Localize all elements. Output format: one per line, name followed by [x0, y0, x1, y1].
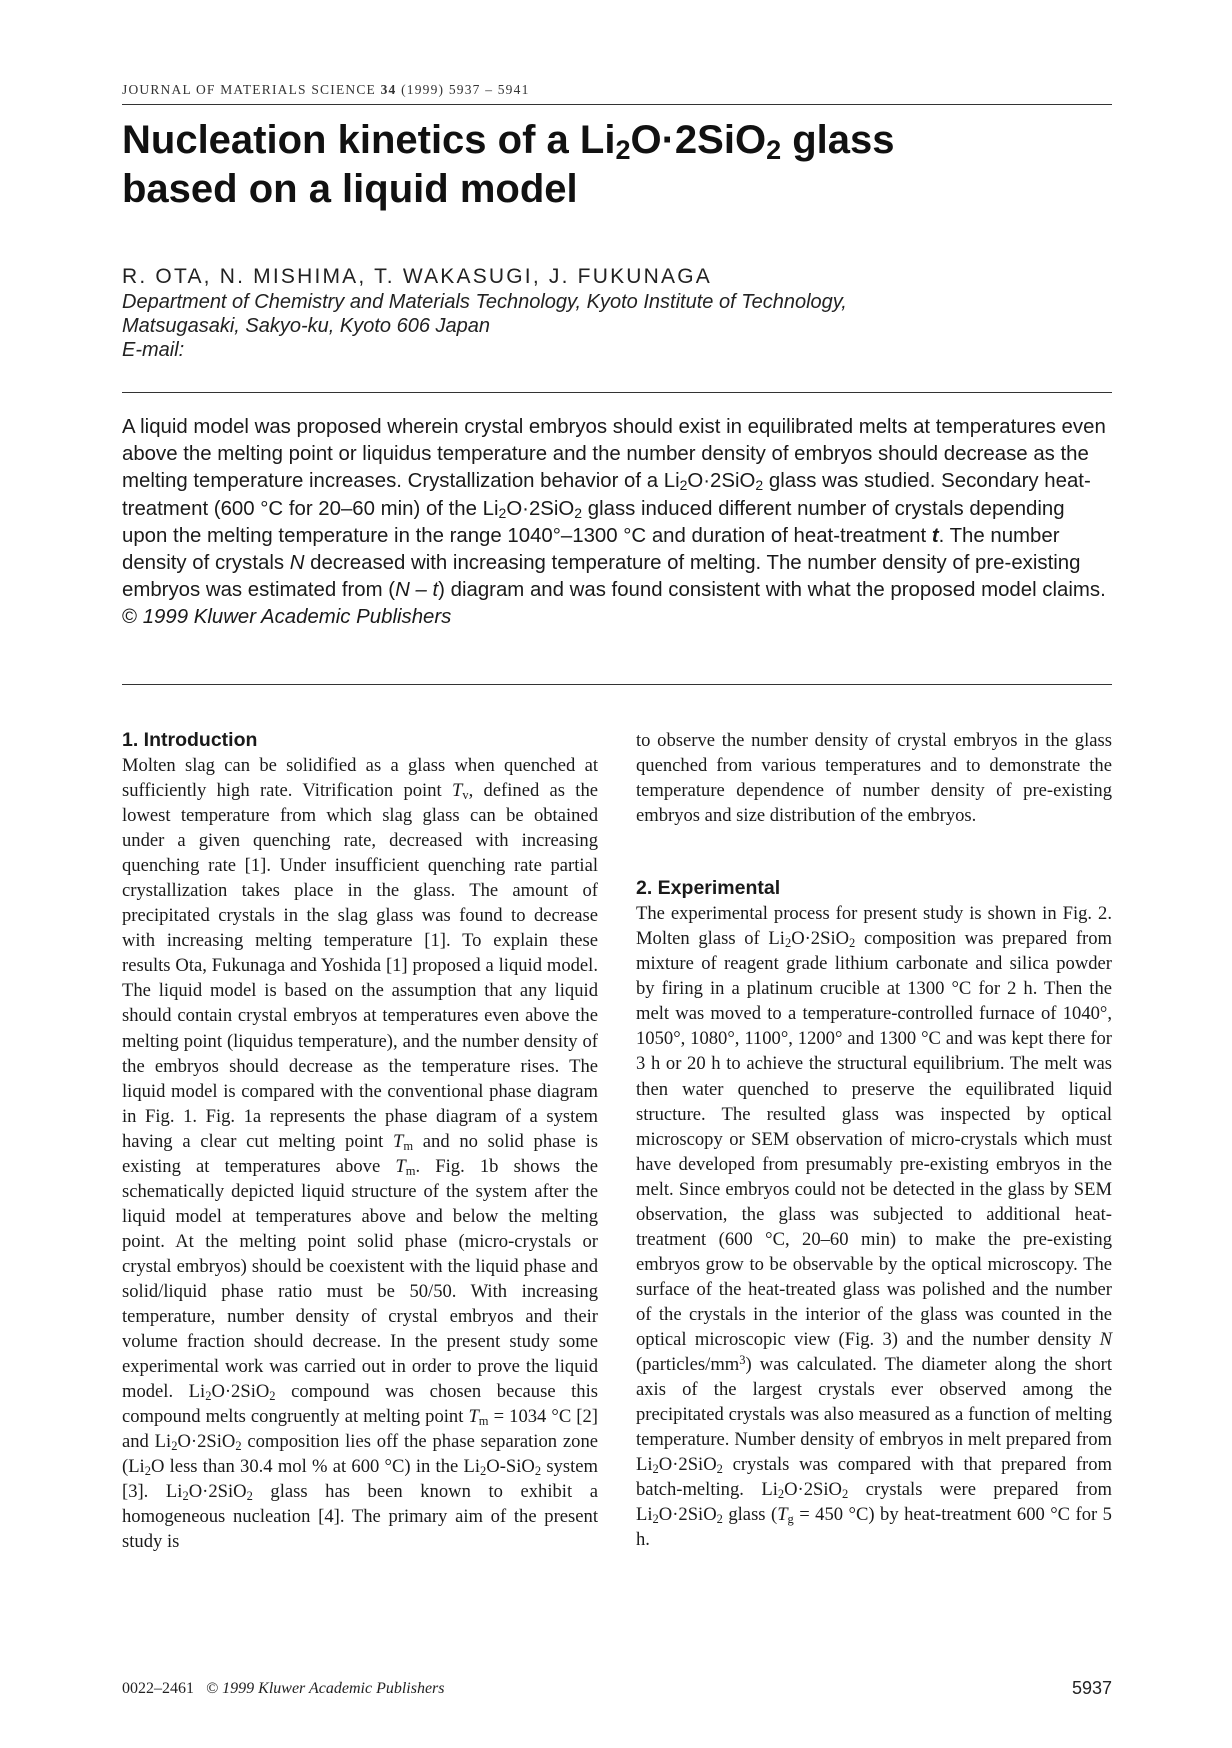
introduction-continued: to observe the number density of crystal embryos in the glass quenched from various temperatures and to demonstrate the temperature dependence of number density of pre-existing embryos and size distribution of the embryos.: [636, 730, 1112, 827]
introduction-paragraph: Molten slag can be solidified as a glass when quenched at sufficiently high rate. Vitrification point $T_v$, defined as the lowest temperature from which slag glass can be obtained under a given quenching rate, decreased with increasing quenching rate [1]. Under insufficient quenching rate partial crystallization takes place in the glass. The amount of precipitated crystals in the slag glass was found to decrease with increasing melting temperature [1]. To explain these results Ota, Fukunaga and Yoshida [1] proposed a liquid model. The liquid model is based on the assumption that any liquid should contain crystal embryos at temperatures even above the melting point (liquidus temperature), and the number density of the embryos should decrease as the temperature rises. The liquid model is compared with the conventional phase diagram in Fig. 1. Fig. 1a represents the phase diagram of a system having a clear cut melting point $T_m$ and no solid phase is existing at temperatures above $T_m$. Fig. 1b shows the schematically depicted liquid structure of the system after the liquid model at temperatures above and below the melting point. At the melting point solid phase (micro-crystals or crystal embryos) should be coexistent with the liquid phase and solid/liquid phase ratio must be 50/50. With increasing temperature, number density of crystal embryos and their volume fraction should decrease. In the present study some experimental work was carried out in order to prove the liquid model. $Li_2O\cdot 2SiO_2$ compound was chosen because this compound melts congruently at melting point $T_m = 1034$ °C [2] and $Li_2O\cdot 2SiO_2$ composition lies off the phase separation zone ($Li_2O$ less than 30.4 mol % at 600 °C) in the $Li_2O-SiO_2$ system [3]. $Li_2O\cdot 2SiO_2$ glass has been known to exhibit a homogeneous nucleation [4]. The primary aim of the present study is: [122, 755, 599, 1553]
abstract: A liquid model was proposed wherein crystal embryos should exist in equilibrated melts at temperatures even above the melting point or liquidus temperature and the number density of embryos should decrease as the melting temperature increases. Crystallization behavior of a $Li_2O\cdot 2SiO_2$ glass was studied. Secondary heat-treatment (600 °C for 20–60 min) of the $Li_2O\cdot 2SiO_2$ glass induced different number of crystals depending upon the melting temperature in the range 1040°–1300 °C and duration of heat-treatment t. The number density of crystals N decreased with increasing temperature of melting. The number density of pre-existing embryos was estimated from (N – t) diagram and was found consistent with what the proposed model claims. © 1999 Kluwer Academic Publishers: [122, 416, 1106, 629]
header-rule: [122, 104, 1112, 105]
journal-volume: 34: [380, 82, 397, 97]
section-heading-experimental: 2. Experimental: [636, 877, 781, 900]
footer-left: [122, 1680, 445, 1698]
journal-name: JOURNAL OF MATERIALS SCIENCE: [122, 82, 376, 97]
footer-copyright: © 1999 Kluwer Academic Publishers: [206, 1680, 445, 1697]
left-column: [122, 728, 598, 1555]
abstract-rule-top: [122, 392, 1112, 393]
section-heading-introduction: 1. Introduction: [122, 729, 258, 751]
journal-pages: (1999) 5937 – 5941: [401, 82, 530, 97]
right-column: [636, 728, 1112, 1552]
abstract-rule-bottom: [122, 684, 1112, 685]
experimental-paragraph: The experimental process for present study is shown in Fig. 2. Molten glass of $Li_2O\cdot 2SiO_2$ composition was prepared from mixture of reagent grade lithium carbonate and silica powder by firing in a platinum crucible at 1300 °C for 2 h. Then the melt was moved to a temperature-controlled furnace of 1040°, 1050°, 1080°, 1100°, 1200° and 1300 °C and was kept there for 3 h or 20 h to achieve the structural equilibrium. The melt was then water quenched to preserve the equilibrated liquid structure. The resulted glass was inspected by optical microscopy or SEM observation of micro-crystals which must have developed from presumably pre-existing embryos in the melt. Since embryos could not be detected in the glass by SEM observation, the glass was subjected to additional heat-treatment (600 °C, 20–60 min) to make the pre-existing embryos grow to be observable by the optical microscopy. The surface of the heat-treated glass was polished and the number of the crystals in the interior of the glass was counted in the optical microscopic view (Fig. 3) and the number density N $(particles/mm^3)$ was calculated. The diameter along the short axis of the largest crystals ever observed among the precipitated crystals was also measured as a function of melting temperature. Number density of embryos in melt prepared from $Li_2O\cdot 2SiO_2$ crystals was compared with that prepared from batch-melting. $Li_2O\cdot 2SiO_2$ crystals were prepared from $Li_2O\cdot 2SiO_2$ glass ($T_g = 450$ °C) by heat-treatment 600 °C for 5 h.: [636, 903, 1113, 1551]
section-gap: [636, 828, 1112, 876]
page-number: 5937: [1071, 1678, 1112, 1698]
issn: 0022–2461: [122, 1680, 194, 1697]
paper-title: Nucleation kinetics of a $Li_2O\cdot 2SiO_2$ glass based on a liquid model: [122, 118, 895, 211]
journal-header: [122, 82, 1112, 98]
author-list: R. OTA, N. MISHIMA, T. WAKASUGI, J. FUKUNAGA: [122, 265, 712, 288]
affiliation: Department of Chemistry and Materials Technology, Kyoto Institute of Technology, Matsugasaki, Sakyo-ku, Kyoto 606 Japan E-mail:: [122, 291, 847, 361]
